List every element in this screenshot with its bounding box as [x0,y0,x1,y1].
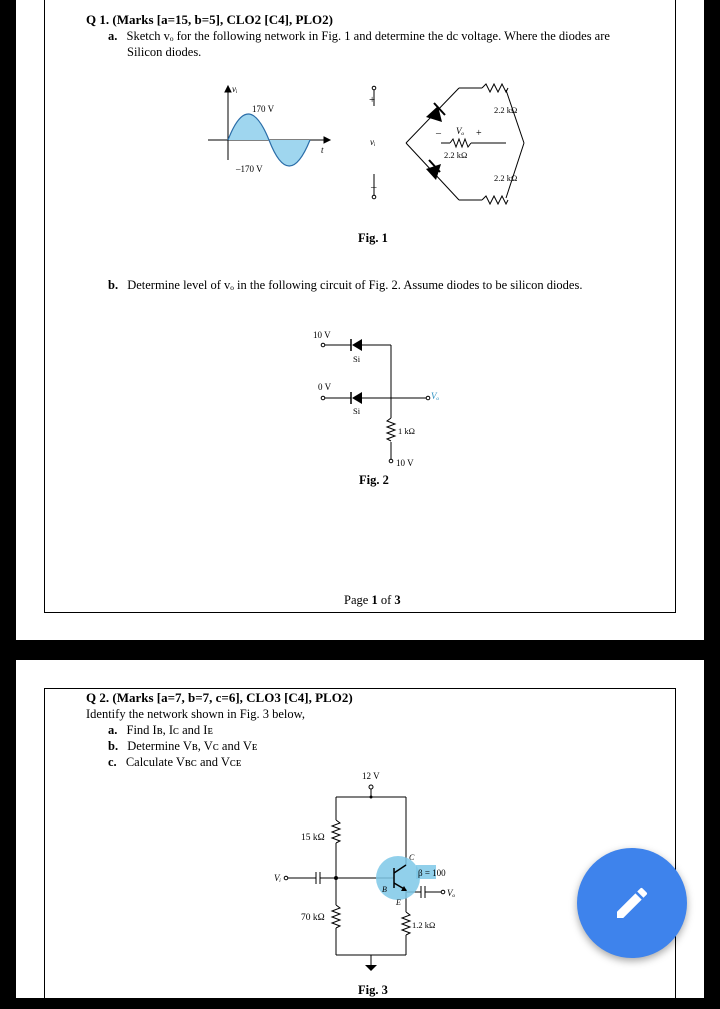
input-10v-label: 10 V [313,330,331,340]
page-number [344,592,401,608]
vi-input-label: Vᵢ [274,873,281,883]
t-axis-label: t [321,145,324,155]
q1-title: Q 1. (Marks [a=15, b=5], CLO2 [C4], PLO2) [86,12,333,27]
document-page-1 [16,0,704,640]
diode-1-label: Si [353,354,361,364]
fig1-caption: Fig. 1 [358,231,388,245]
q2-c-label: c. [108,755,117,769]
diode-si-2 [352,392,362,404]
r2-label: 70 kΩ [301,913,325,923]
collector-label: C [409,853,415,862]
supply-10v-label: 10 V [396,458,414,468]
vo-output-label: Vₒ [447,888,456,898]
vi-label: vᵢ [370,137,376,147]
fig2-caption: Fig. 2 [359,473,389,487]
vo-output-label: Vₒ [431,391,440,401]
vo-plus: + [476,128,482,139]
diode-2-label: Si [353,406,361,416]
page-total: 3 [394,593,401,607]
page-of: of [377,593,395,607]
q2-b-label: b. [108,739,119,753]
vo-label: Vₒ [456,126,465,136]
peak-positive-label: 170 V [252,104,275,114]
page-current: 1 [371,593,378,607]
q1-b-label: b. [108,278,119,292]
fig3-caption: Fig. 3 [358,983,388,997]
q1-a-text: Sketch vₒ for the following network in Fig. 1 and determine the dc voltage. Where the diodes are [126,29,610,43]
input-plus: + [369,94,376,106]
emitter-label: E [396,898,401,907]
q2-a-label: a. [108,723,118,737]
edit-pencil-icon [612,883,652,923]
r1-label: 15 kΩ [301,833,325,843]
q2-c-text: Calculate Vʙᴄ and Vᴄᴇ [125,755,242,769]
q2-b-text: Determine Vʙ, Vᴄ and Vᴇ [127,739,258,753]
q2-intro: Identify the network shown in Fig. 3 below, [86,707,305,721]
ground-symbol [365,965,377,971]
r-mid-label: 2.2 kΩ [444,150,468,160]
vo-minus: – [436,128,441,139]
q1-b-text: Determine level of vₒ in the following circuit of Fig. 2. Assume diodes to be silicon diodes. [127,278,583,292]
r-bottom-label: 2.2 kΩ [494,173,518,183]
q1-a-text-cont: Silicon diodes. [127,45,202,59]
resistor-1k-label: 1 kΩ [398,426,415,436]
vcc-label: 12 V [362,771,380,781]
base-label: B [382,885,387,894]
r-top-label: 2.2 kΩ [494,105,518,115]
page-prefix: Page [344,593,372,607]
peak-negative-label: –170 V [236,164,263,174]
input-minus: – [371,181,377,193]
re-label: 1.2 kΩ [412,920,436,930]
q2-a-text: Find Iʙ, Iᴄ and Iᴇ [126,723,214,737]
beta-label: β = 100 [418,868,446,878]
figure-2 [16,0,704,640]
vi-axis-label: vᵢ [232,84,238,94]
diode-si-1 [352,339,362,351]
input-0v-label: 0 V [318,382,332,392]
q2-title: Q 2. (Marks [a=7, b=7, c=6], CLO3 [C4], PLO2) [86,690,353,705]
edit-fab-button[interactable] [577,848,687,958]
q1-a-label: a. [108,29,118,43]
